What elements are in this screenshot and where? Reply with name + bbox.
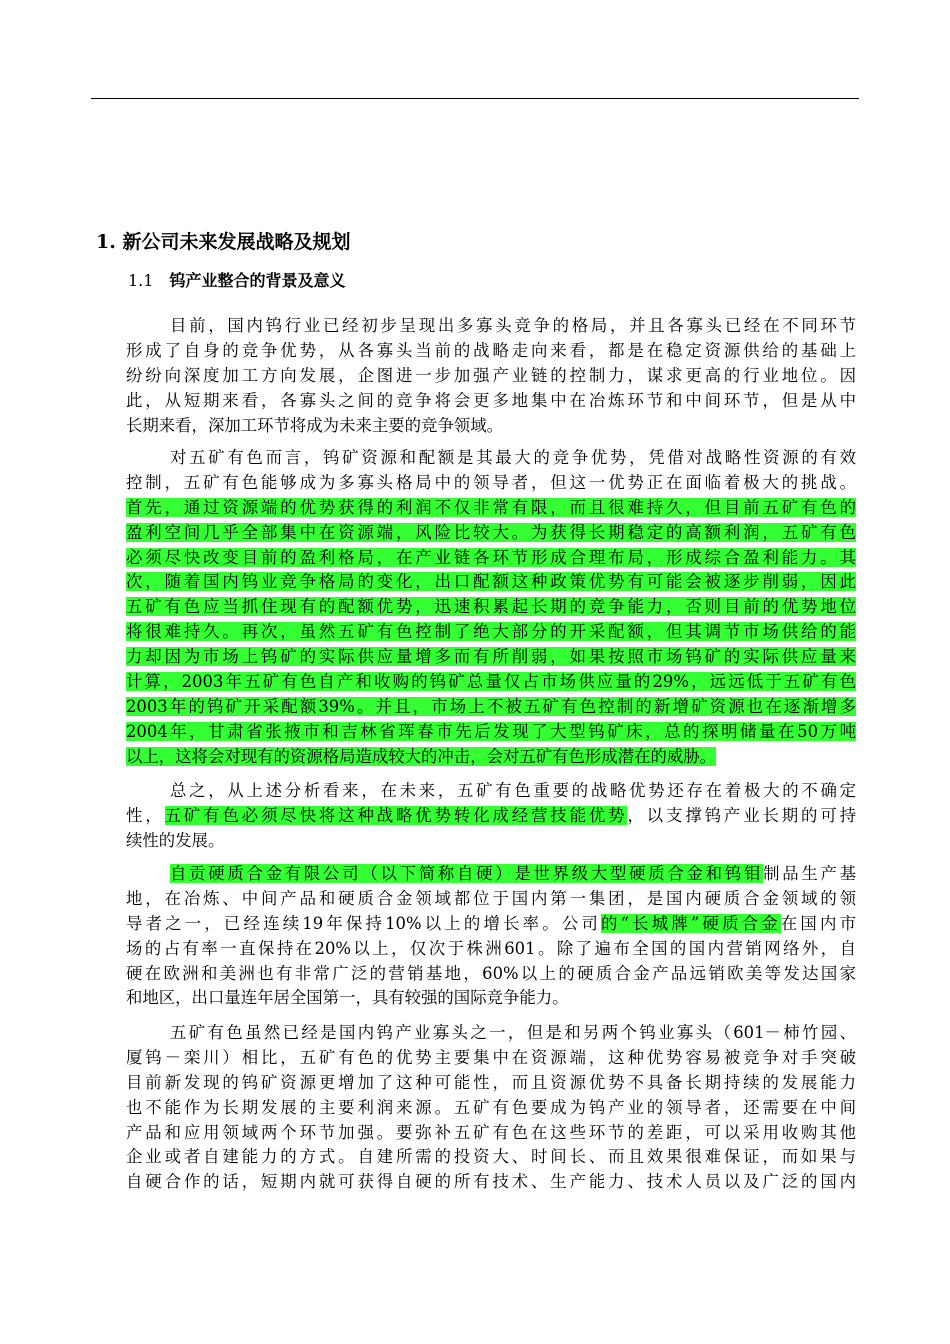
text-line: 对五矿有色而言，钨矿资源和配额是其最大的竞争优势，凭借对战略性资源的有效 — [170, 448, 856, 467]
highlighted-line: 计算，2003年五矿有色自产和收购的钨矿总量仅占市场供应量的29%，远远低于五矿有色 — [126, 672, 856, 692]
text-line: 地，在冶炼、中间产品和硬质合金领域都位于国内第一集团，是国内硬质合金领域的领 — [126, 888, 856, 908]
highlighted-line: 力却因为市场上钨矿的实际供应量增多而有所削弱，如果按照市场钨矿的实际供应量来 — [126, 647, 856, 667]
highlighted-line: 将很难持久。再次，虽然五矿有色控制了绝大部分的开采配额，但其调节市场供给的能 — [126, 622, 856, 642]
text-line: 自硬合作的话，短期内就可获得自硬的所有技术、生产能力、技术人员以及广泛的国内 — [126, 1172, 856, 1192]
mixed-line: 性，五矿有色必须尽快将这种战略优势转化成经营技能优势，以支撑钨产业长期的可持 — [126, 805, 856, 825]
text-line: 目前新发现的钨矿资源更增加了这种可能性，而且资源优势不具备长期持续的发展能力 — [126, 1072, 856, 1092]
paragraph-minmetals-advantage — [126, 446, 856, 770]
paragraph-zigong-cemented-carbide — [126, 862, 856, 1011]
text-line: 产品和应用领域两个环节加强。要弥补五矿有色在这些环节的差距，可以采用收购其他 — [126, 1122, 856, 1142]
paragraph-industry-landscape — [126, 314, 856, 438]
text-line: 控制，五矿有色能够成为多寡头格局中的领导者，但这一优势正在面临着极大的挑战。 — [126, 472, 856, 492]
highlighted-line: 2003年的钨矿开采配额39%。并且，市场上不被五矿有色控制的新增矿资源也在逐渐增多 — [126, 696, 856, 716]
highlighted-line: 首先，通过资源端的优势获得的利润不仅非常有限，而且很难持久，但目前五矿有色的 — [126, 497, 856, 517]
highlighted-phrase: 的“长城牌”硬质合金 — [601, 913, 781, 933]
mixed-line: 自贡硬质合金有限公司（以下简称自硬）是世界级大型硬质合金和钨钼制品生产基 — [170, 864, 856, 883]
text-line: 企业或者自建能力的方式。自建所需的投资大、时间长、而且效果很难保证，而如果与 — [126, 1147, 856, 1167]
paragraph-strategic-conclusion — [126, 779, 856, 854]
highlighted-phrase: 五矿有色必须尽快将这种战略优势转化成经营技能优势 — [164, 805, 628, 825]
header-rule — [91, 98, 859, 99]
text-line: 五矿有色虽然已经是国内钨产业寡头之一，但是和另两个钨业寡头（601－柿竹园、 — [170, 1023, 856, 1042]
text-line: 续性的发展。 — [126, 830, 225, 850]
text-line: 和地区，出口量连年居全国第一，具有较强的国际竞争能力。 — [126, 988, 569, 1008]
text-line: 此，从短期来看，各寡头之间的竞争将会更多地集中在冶炼环节和中间环节，但是从中 — [126, 390, 856, 410]
section-heading: 1. 新公司未来发展战略及规划 — [96, 231, 351, 253]
text-line: 也不能作为长期发展的主要利润来源。五矿有色要成为钨产业的领导者，还需要在中间 — [126, 1097, 856, 1117]
highlighted-phrase: 自贡硬质合金有限公司（以下简称自硬）是世界级大型硬质合金和钨钼 — [170, 864, 764, 883]
text-line: 纷纷向深度加工方向发展，企图进一步加强产业链的控制力，谋求更高的行业地位。因 — [126, 365, 856, 385]
subsection-title: 钨产业整合的背景及意义 — [169, 271, 346, 290]
highlighted-line: 2004年，甘肃省张掖市和吉林省珲春市先后发现了大型钨矿床，总的探明储量在50万吨 — [126, 721, 856, 741]
subsection-number: 1.1 — [128, 271, 154, 290]
mixed-line: 导者之一，已经连续19年保持10%以上的增长率。公司的“长城牌”硬质合金在国内市 — [126, 913, 856, 933]
highlighted-line: 以上，这将会对现有的资源格局造成较大的冲击，会对五矿有色形成潜在的威胁。 — [126, 746, 717, 766]
highlighted-line: 次，随着国内钨业竞争格局的变化，出口配额这种政策优势有可能会被逐步削弱，因此 — [126, 572, 856, 592]
text-line: 长期来看，深加工环节将成为未来主要的竞争领域。 — [126, 415, 503, 435]
text-line: 厦钨－栾川）相比，五矿有色的优势主要集中在资源端，这种优势容易被竞争对手突破 — [126, 1047, 856, 1067]
subsection-heading — [128, 268, 828, 294]
highlighted-line: 必须尽快改变目前的盈利格局，在产业链各环节形成合理布局，形成综合盈利能力。其 — [126, 547, 856, 567]
highlighted-line: 盈利空间几乎全部集中在资源端，风险比较大。为获得长期稳定的高额利润，五矿有色 — [126, 522, 856, 542]
text-line: 场的占有率一直保持在20%以上，仅次于株洲601。除了遍布全国的国内营销网络外，自 — [126, 938, 856, 958]
text-line: 目前，国内钨行业已经初步呈现出多寡头竞争的格局，并且各寡头已经在不同环节 — [170, 316, 856, 335]
text-line: 硬在欧洲和美洲也有非常广泛的营销基地，60%以上的硬质合金产品远销欧美等发达国家 — [126, 963, 856, 983]
paragraph-cooperation-rationale — [126, 1021, 856, 1195]
text-line: 总之，从上述分析看来，在未来，五矿有色重要的战略优势还存在着极大的不确定 — [170, 781, 856, 800]
text-line: 形成了自身的竞争优势，从各寡头当前的战略走向来看，都是在稳定资源供给的基础上 — [126, 340, 856, 360]
highlighted-line: 五矿有色应当抓住现有的配额优势，迅速积累起长期的竞争能力，否则目前的优势地位 — [126, 597, 856, 617]
